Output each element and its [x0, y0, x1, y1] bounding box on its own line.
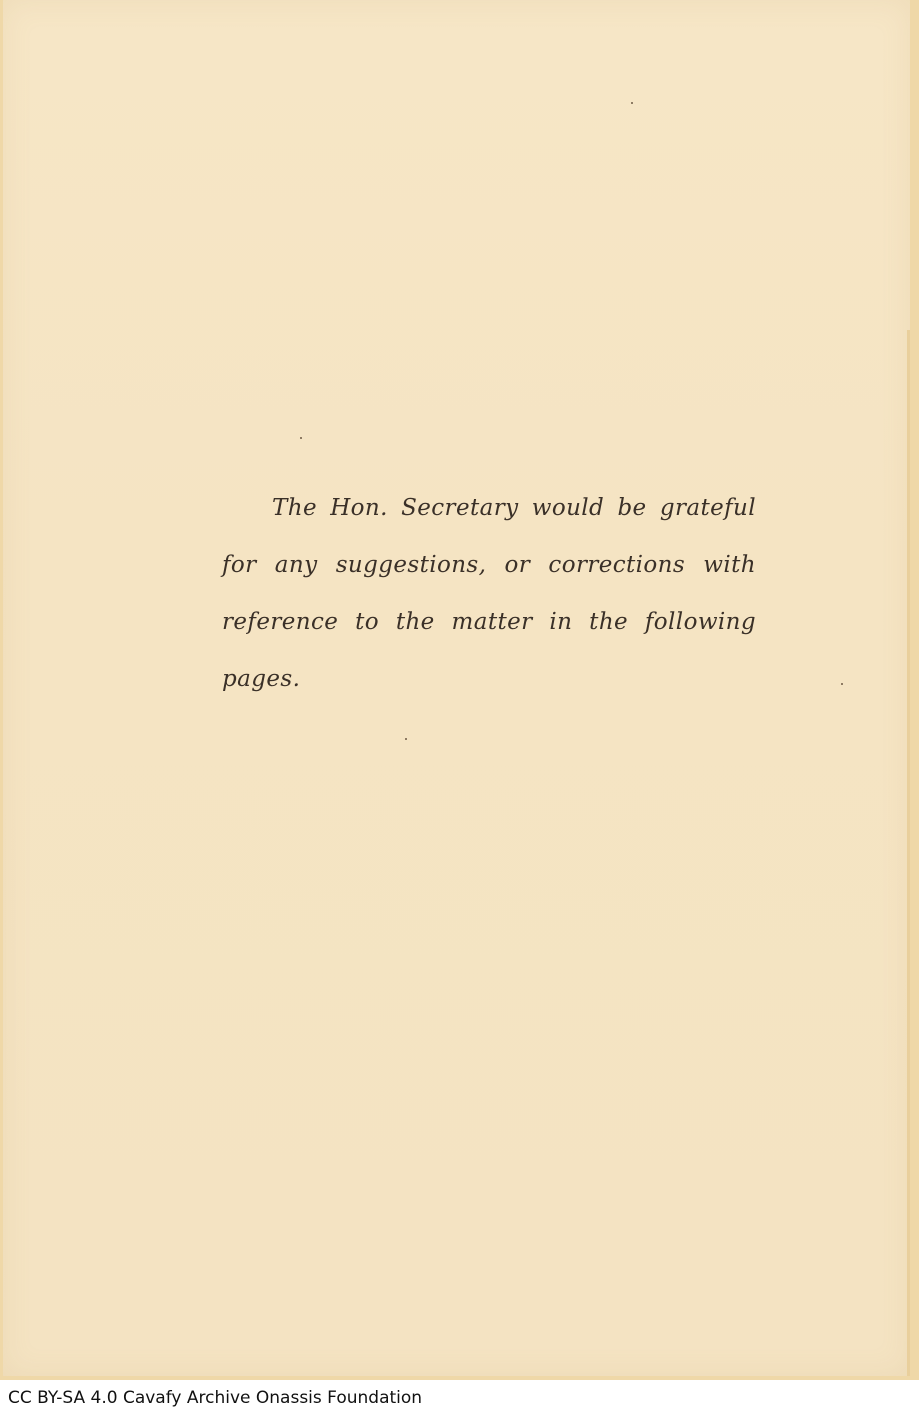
ink-speck [631, 102, 633, 104]
note-line: The Hon. Secretary would be grateful [272, 495, 756, 521]
note-line: for any suggestions, or corrections with [222, 552, 756, 578]
license-credit: CC BY-SA 4.0 Cavafy Archive Onassis Foundation [8, 1388, 423, 1408]
ink-speck [300, 437, 302, 439]
page-fold [907, 330, 910, 1376]
secretary-note [222, 480, 756, 708]
paper-page [3, 0, 910, 1376]
note-line: pages. [222, 666, 301, 692]
note-line: reference to the matter in the following [222, 609, 756, 635]
ink-speck [405, 738, 407, 740]
footer-bar [0, 1380, 919, 1422]
ink-speck [841, 683, 843, 685]
